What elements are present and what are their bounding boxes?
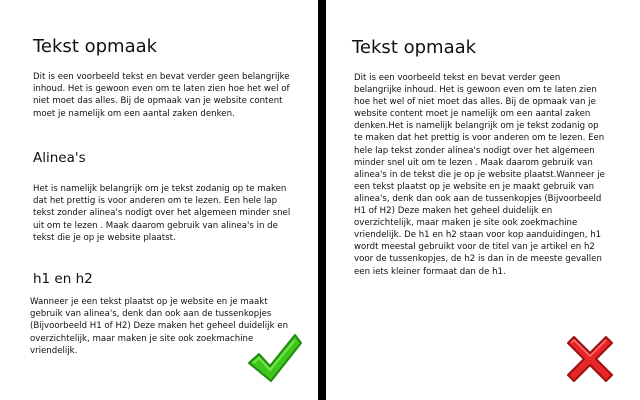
good-h1h2-paragraph: Wanneer je een tekst plaatst op je website en je maakt gebruik van alinea's, denk dan ook aan de tussenkopjes (Bijvoorbeeld H1 of H2) Deze maken het geheel duidelijk en overzichtelijk, maar maken je site ook zoekmachine vriendelijk. — [30, 297, 289, 356]
good-alinea-paragraph: Het is namelijk belangrijk om je tekst zodanig op te maken dat het prettig is voor anderen om te lezen. Een hele lap tekst zonder alinea's nodigt over het algemeen minder snel uit om te lezen . Maak daarom gebruik van alinea's in de tekst die je op je website plaatst. — [33, 184, 291, 243]
good-heading-h1-h2: h1 en h2 — [33, 271, 93, 287]
bad-title: Tekst opmaak — [352, 37, 477, 58]
good-example-panel — [0, 0, 318, 400]
checkmark-icon — [245, 329, 303, 387]
cross-icon — [560, 329, 620, 389]
good-intro-paragraph: Dit is een voorbeeld tekst en bevat verder geen belangrijke inhoud. Het is gewoon even om te laten zien hoe het wel of niet moet das alles. Bij de opmaak van je website content moet je namelijk om een aantal zaken denken. — [33, 72, 290, 119]
bad-example-panel — [326, 0, 640, 400]
panel-divider — [318, 0, 326, 400]
bad-text-block: Dit is een voorbeeld tekst en bevat verder geen belangrijke inhoud. Het is gewoon even om te laten zien hoe het wel of niet moet das alles. Bij de opmaak van je website content moet je namelijk om een aantal zaken denken.Het is namelijk belangrijk om je tekst zodanig op te maken dat het prettig is voor anderen om te lezen. Een hele lap tekst zonder alinea's nodigt over het algemeen minder snel uit om te lezen . Maak daarom gebruik van alinea's in de tekst die je op je website plaatst.Wanneer je een tekst plaatst op je website en je maakt gebruik van alinea's, denk dan ook aan de tussenkopjes (Bijvoorbeeld H1 of H2) Deze maken het geheel duidelijk en overzichtelijk, maar maken je site ook zoekmachine vriendelijk. De h1 en h2 staan voor kop aanduidingen, h1 wordt meestal gebruikt voor de titel van je artikel en h2 voor de tussenkopjes, de h2 is dan in de meeste gevallen een iets kleiner formaat dan de h1. — [354, 73, 605, 277]
good-heading-alinea: Alinea's — [33, 150, 86, 166]
good-title: Tekst opmaak — [33, 36, 158, 57]
